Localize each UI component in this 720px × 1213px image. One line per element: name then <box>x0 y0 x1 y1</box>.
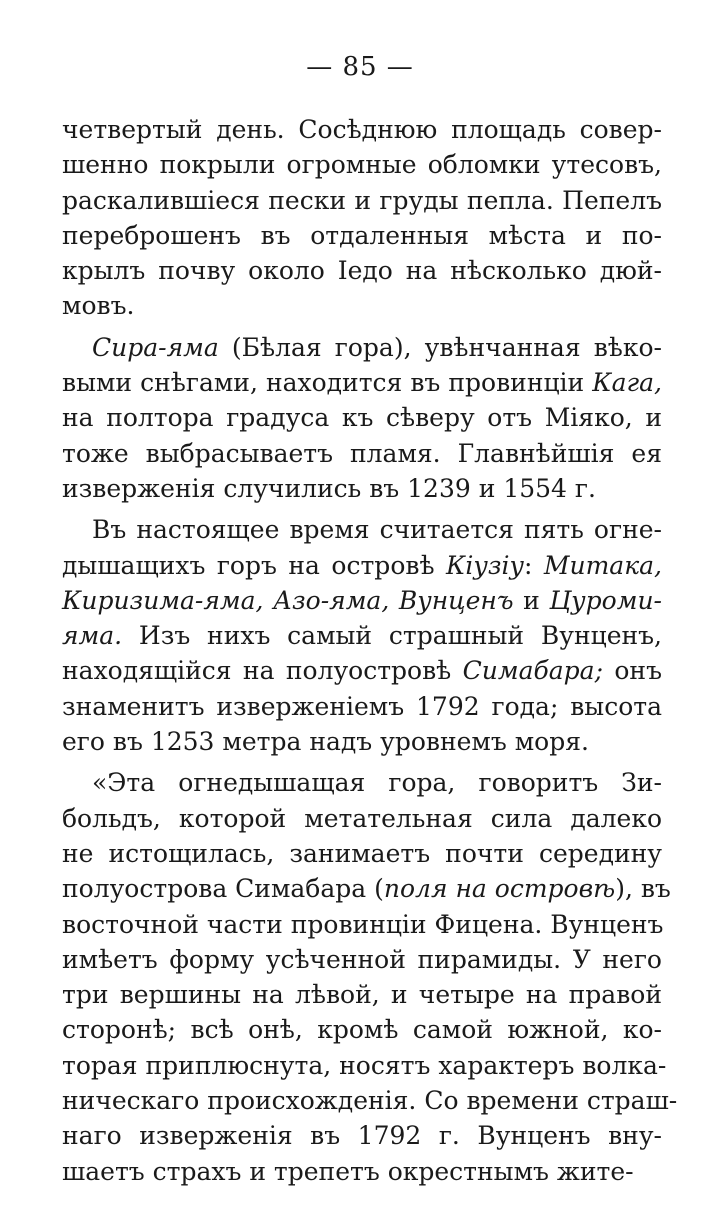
text-run: и <box>513 585 550 615</box>
page-number: — 85 — <box>306 52 414 82</box>
text-run: тоже выбрасываетъ пламя. Главнѣйшія ея <box>62 438 662 468</box>
text-line <box>62 689 662 724</box>
text-run: дышащихъ горъ на островѣ <box>62 550 446 580</box>
text-run: не истощилась, занимаетъ почти середину <box>62 838 662 868</box>
text-line <box>62 365 662 400</box>
text-run: (Бѣлая гора), увѣнчанная вѣко- <box>218 332 662 362</box>
text-run: три вершины на лѣвой, и четыре на правой <box>62 980 662 1010</box>
text-run: его въ 1253 метра надъ уровнемъ моря. <box>62 727 589 757</box>
text-line: раскалившіеся пески и груды пепла. Пепелъ <box>62 185 662 215</box>
text-line <box>62 583 662 618</box>
text-run: выми снѣгами, находится въ провинціи <box>62 368 593 398</box>
text-run: Изъ нихъ самый страшный Вунценъ, <box>122 621 662 651</box>
text-run: ническаго происхожденія. Со времени страш- <box>62 1086 678 1116</box>
text-line <box>62 907 662 942</box>
text-line <box>62 1012 662 1047</box>
italic-run: Кага, <box>592 368 662 398</box>
text-line <box>62 836 662 871</box>
text-line <box>62 618 662 653</box>
text-run: знаменитъ изверженіемъ 1792 года; высота <box>62 691 662 721</box>
text-line <box>62 471 662 506</box>
italic-run: Киризима-яма, Азо-яма, Вунценъ <box>62 585 514 615</box>
body-text <box>62 112 678 1189</box>
paragraph-2 <box>62 330 662 506</box>
text-run: «Эта огнедышащая гора, говоритъ Зи- <box>92 768 662 798</box>
text-line <box>62 765 662 800</box>
text-run: сторонѣ; всѣ онѣ, кромѣ самой южной, ко- <box>62 1015 662 1045</box>
text-line <box>62 801 662 836</box>
text-line: крылъ почву около Іедо на нѣсколько дюй- <box>62 256 662 286</box>
text-line <box>62 436 662 471</box>
text-line <box>62 1083 678 1118</box>
italic-run: Митака, <box>543 550 662 580</box>
paragraph-4 <box>62 765 678 1189</box>
text-line <box>62 548 662 583</box>
italic-run: Кіузіу <box>446 550 524 580</box>
text-line <box>62 871 671 906</box>
text-line <box>62 1154 662 1189</box>
text-run: находящійся на полуостровѣ <box>62 656 463 686</box>
text-run: больдъ, которой метательная сила далеко <box>62 803 662 833</box>
italic-run: Сира-яма <box>92 332 219 362</box>
text-line <box>62 1048 667 1083</box>
text-line: четвертый день. Сосѣднюю площадь совер- <box>62 115 662 144</box>
text-line <box>62 724 662 759</box>
text-run: онъ <box>603 656 662 686</box>
text-run: Въ настоящее время считается пять огне- <box>92 515 662 545</box>
italic-run: поля на островѣ <box>383 874 616 904</box>
text-run: на полтора градуса къ сѣверу отъ Міяко, и <box>62 403 662 433</box>
text-run: изверженія случились въ 1239 и 1554 г. <box>62 473 596 503</box>
text-run: : <box>523 550 544 580</box>
text-line <box>62 330 662 365</box>
text-run: торая приплюснута, носятъ характеръ волка- <box>62 1050 667 1080</box>
text-line <box>62 400 662 435</box>
text-run: восточной части провинціи Фицена. Вунценъ <box>62 909 664 939</box>
paragraph-1 <box>62 112 662 324</box>
text-line <box>62 653 662 688</box>
text-run: шаетъ страхъ и трепетъ окрестнымъ жите- <box>62 1156 634 1186</box>
text-line: мовъ. <box>62 291 135 321</box>
text-run: ), въ <box>615 874 671 904</box>
text-line <box>62 1118 662 1153</box>
paragraph-3 <box>62 512 662 759</box>
text-run: имѣетъ форму усѣченной пирамиды. У него <box>62 944 662 974</box>
text-line <box>62 977 662 1012</box>
text-line: переброшенъ въ отдаленныя мѣста и по- <box>62 220 662 250</box>
italic-run: яма. <box>62 621 123 651</box>
text-run: полуострова Симабара ( <box>62 874 384 904</box>
italic-run: Симабара; <box>462 656 603 686</box>
text-line: шенно покрыли огромные обломки утесовъ, <box>62 150 662 180</box>
italic-run: Цуроми- <box>549 585 662 615</box>
text-run: наго изверженія въ 1792 г. Вунценъ вну- <box>62 1121 662 1151</box>
text-line <box>62 942 662 977</box>
text-line <box>62 512 662 547</box>
